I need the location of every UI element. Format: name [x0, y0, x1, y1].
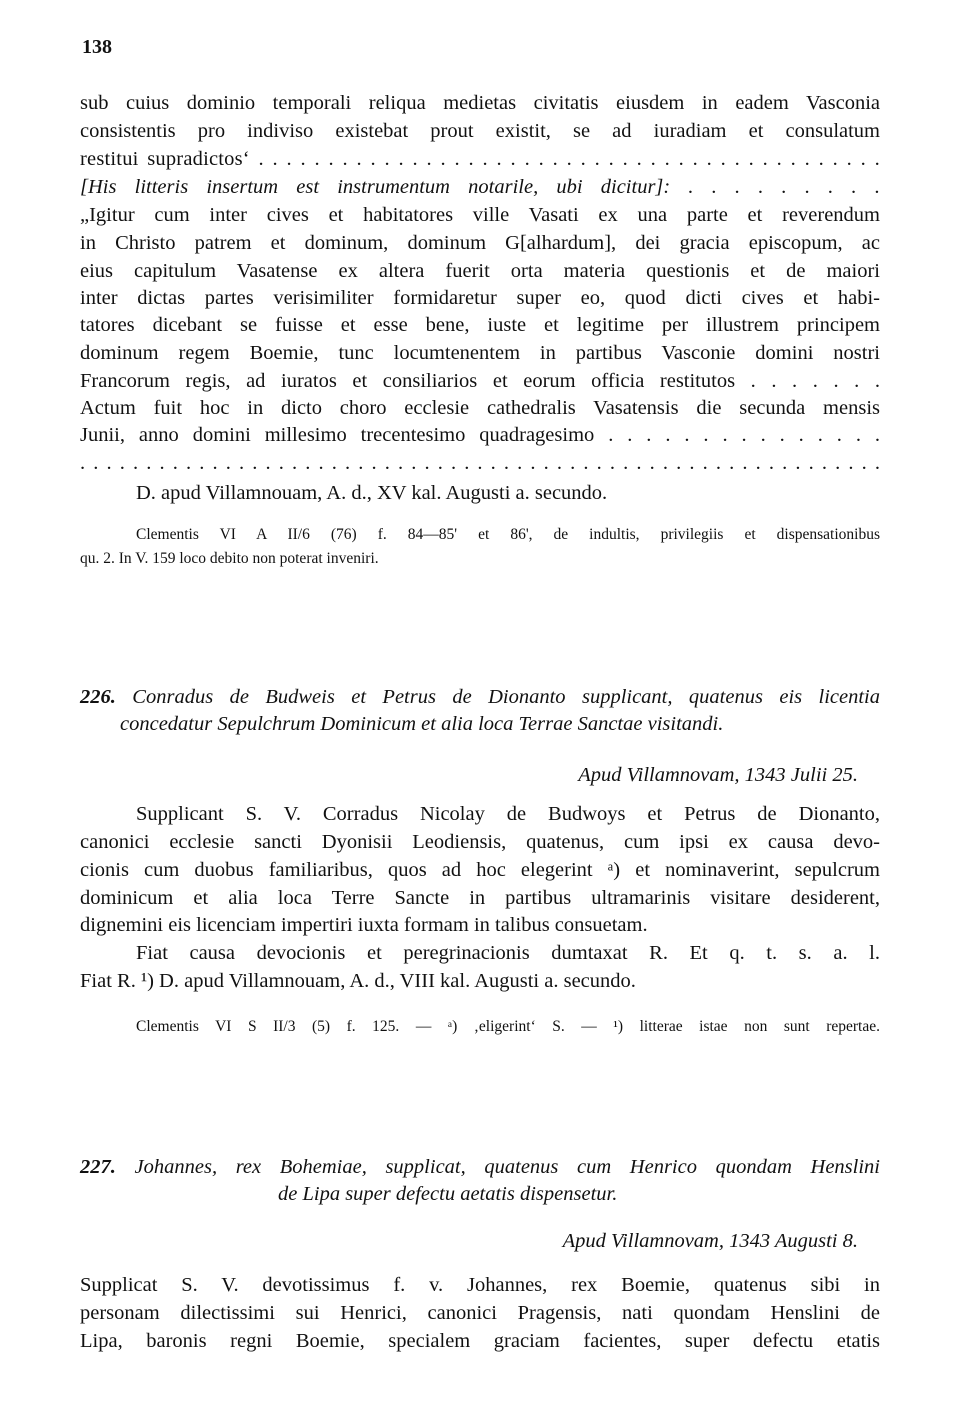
text-line: Lipa, baronis regni Boemie, specialem graciam facientes, super defectu etatis — [80, 1330, 880, 1352]
entry-number: 227. — [80, 1156, 116, 1178]
text-line: Francorum regis, ad iuratos et consiliarios et eorum officia restitutos . . . . . . . — [80, 370, 880, 392]
entry-heading-line: de Lipa super defectu aetatis dispensetur. — [278, 1183, 618, 1205]
text-line: consistentis pro indiviso existebat prout existit, se ad iuradiam et consulatum — [80, 120, 880, 142]
text-line: canonici ecclesie sancti Dyonisii Leodiensis, quatenus, cum ipsi ex causa devo- — [80, 831, 880, 853]
text-line: dignemini eis licenciam impertiri iuxta formam in talibus consuetam. — [80, 914, 648, 936]
dotted-line: . . . . . . . . . . . . . . . . . . . . . . . . . . . . . . . . . . . . . . . . . . . . . . . . . . . . . . . . . . . . . — [80, 452, 880, 474]
page-number: 138 — [82, 36, 112, 58]
text-line: restitui supradictos‘ . . . . . . . . . . . . . . . . . . . . . . . . . . . . . . . . . . . . . . . . . . . . . — [80, 148, 880, 170]
entry-heading-line: concedatur Sepulchrum Dominicum et alia loca Terrae Sanctae visitandi. — [120, 713, 724, 735]
entry-heading — [80, 1154, 880, 1180]
text-line: Actum fuit hoc in dicto choro ecclesie cathedralis Vasatensis die secunda mensis — [80, 397, 880, 419]
entry-heading-text: Johannes, rex Bohemiae, supplicat, quatenus cum Henrico quondam Henslini — [134, 1156, 881, 1178]
footnote-line: Clementis VI S II/3 (5) f. 125. — ᵃ) ‚eligerint‘ S. — ¹) litterae istae non sunt repertae. — [136, 1018, 880, 1035]
text-line: eius capitulum Vasatense ex altera fuerit orta materia questionis et de maiori — [80, 260, 880, 282]
text-line: in Christo patrem et dominum, dominum G[alhardum], dei gracia episcopum, ac — [80, 232, 880, 254]
text-line: [His litteris insertum est instrumentum notarile, ubi dicitur]: . . . . . . . . . — [80, 176, 880, 198]
entry-heading — [80, 684, 880, 710]
entry-heading-text: Conradus de Budweis et Petrus de Dionanto supplicant, quatenus eis licentia — [132, 686, 881, 708]
text-line: inter dictas partes verisimiliter formidaretur super eo, quod dicti cives et habi- — [80, 287, 880, 309]
text-line: cionis cum duobus familiaribus, quos ad hoc elegerint ᵃ) et nominaverint, sepulcrum — [80, 859, 880, 881]
text-line: „Igitur cum inter cives et habitatores ville Vasati ex una parte et reverendum — [80, 204, 880, 226]
footnote-line: qu. 2. In V. 159 loco debito non poterat inveniri. — [80, 550, 379, 567]
text-line: Fiat R. ¹) D. apud Villamnouam, A. d., VIII kal. Augusti a. secundo. — [80, 970, 636, 992]
text-line: dominicum et alia loca Terre Sancte in partibus ultramarinis visitare desiderent, — [80, 887, 880, 909]
text-line: personam dilectissimi sui Henrici, canonici Pragensis, nati quondam Henslini de — [80, 1302, 880, 1324]
dateline: Apud Villamnovam, 1343 Augusti 8. — [562, 1230, 858, 1252]
dateline: Apud Villamnovam, 1343 Julii 25. — [578, 764, 858, 786]
text-line: Fiat causa devocionis et peregrinacionis dumtaxat R. Et q. t. s. a. l. — [136, 942, 880, 964]
text-line: dominum regem Boemie, tunc locumtenentem in partibus Vasconie domini nostri — [80, 342, 880, 364]
text-line: sub cuius dominio temporali reliqua medietas civitatis eiusdem in eadem Vasconia — [80, 92, 880, 114]
text-line: tatores dicebant se fuisse et esse bene, iuste et legitime per illustrem principem — [80, 314, 880, 336]
text-line: Supplicant S. V. Corradus Nicolay de Budwoys et Petrus de Dionanto, — [136, 803, 880, 825]
text-line: Junii, anno domini millesimo trecentesimo quadragesimo . . . . . . . . . . . . . . . — [80, 424, 880, 446]
footnote-line: Clementis VI A II/6 (76) f. 84—85' et 86', de indultis, privilegiis et dispensationibus — [136, 526, 880, 543]
entry-number: 226. — [80, 686, 116, 708]
text-line: Supplicat S. V. devotissimus f. v. Johannes, rex Boemie, quatenus sibi in — [80, 1274, 880, 1296]
closing-date-line: D. apud Villamnouam, A. d., XV kal. Augusti a. secundo. — [136, 482, 608, 504]
